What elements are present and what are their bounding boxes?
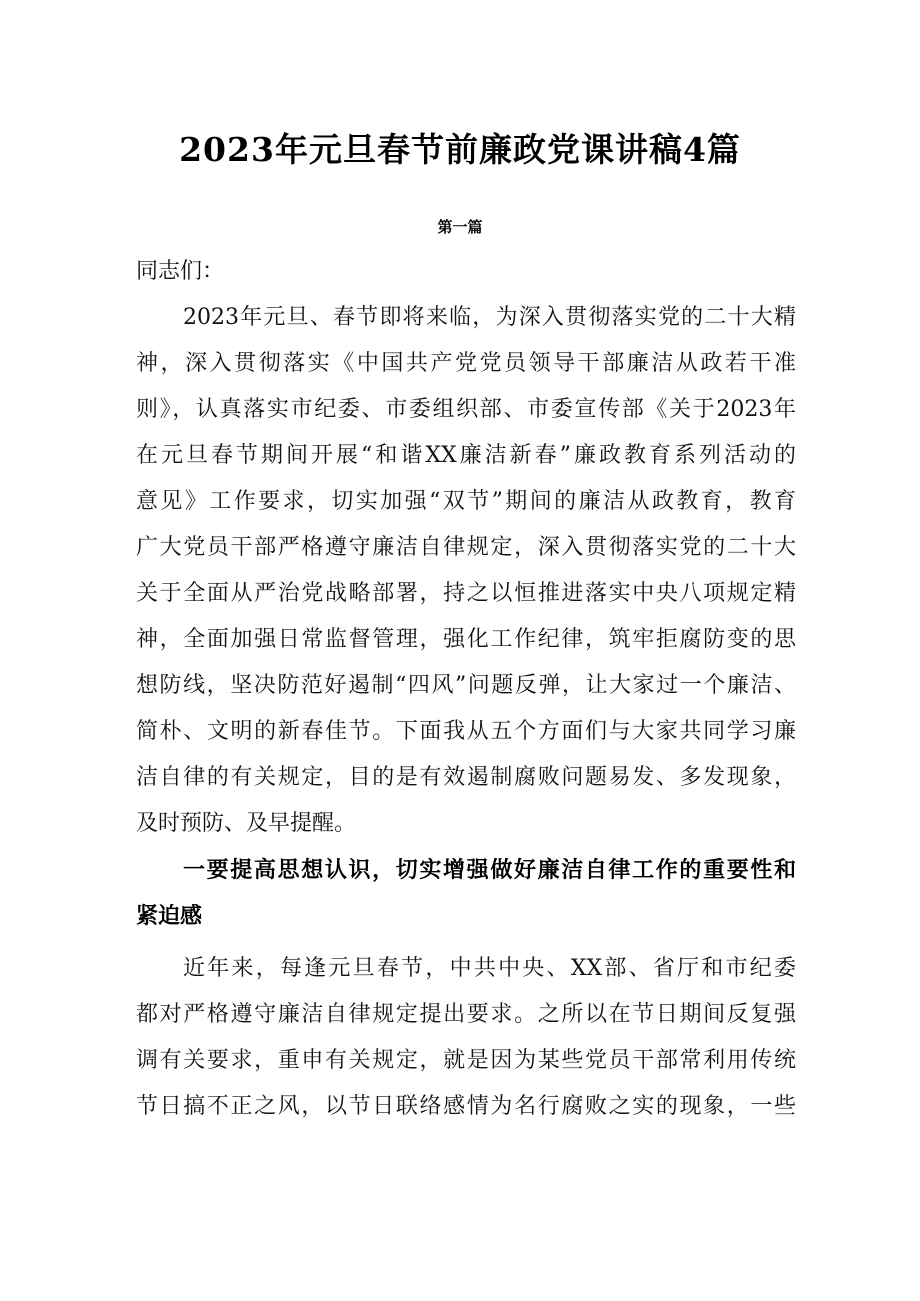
paragraph-line: 在元旦春节期间开展“和谐XX廉洁新春”廉政教育系列活动的	[136, 443, 796, 468]
paragraph-line: 洁自律的有关规定，目的是有效遏制腐败问题易发、多发现象，	[136, 765, 796, 790]
section-heading-line: 紧迫感	[136, 903, 203, 929]
paragraph-line: 广大党员干部严格遵守廉洁自律规定，深入贯彻落实党的二十大	[136, 535, 796, 560]
section-label: 第一篇	[437, 218, 483, 236]
paragraph-line: 想防线，坚决防范好遏制“四风”问题反弹，让大家过一个廉洁、	[136, 673, 796, 698]
paragraph-line: 近年来，每逢元旦春节，中共中央、XX部、省厅和市纪委	[183, 956, 796, 981]
paragraph-line: 及时预防、及早提醒。	[136, 811, 357, 836]
document-title: 2023年元旦春节前廉政党课讲稿4篇	[179, 130, 741, 169]
paragraph-line: 简朴、文明的新春佳节。下面我从五个方面们与大家共同学习廉	[136, 719, 796, 744]
paragraph-line: 神，全面加强日常监督管理，强化工作纪律，筑牢拒腐防变的思	[136, 627, 796, 652]
salutation: 同志们：	[136, 259, 225, 284]
section-heading-line: 一要提高思想认识，切实增强做好廉洁自律工作的重要性和	[183, 857, 796, 883]
paragraph-line: 意见》工作要求，切实加强“双节”期间的廉洁从政教育，教育	[136, 489, 796, 514]
paragraph-line: 节日搞不正之风，以节日联络感情为名行腐败之实的现象，一些	[136, 1094, 796, 1119]
paragraph-line: 则》，认真落实市纪委、市委组织部、市委宣传部《关于2023年	[136, 397, 796, 422]
paragraph-line: 2023年元旦、春节即将来临，为深入贯彻落实党的二十大精	[183, 305, 796, 330]
paragraph-line: 关于全面从严治党战略部署，持之以恒推进落实中央八项规定精	[136, 581, 796, 606]
paragraph-line: 调有关要求，重申有关规定，就是因为某些党员干部常利用传统	[136, 1048, 796, 1073]
paragraph-line: 都对严格遵守廉洁自律规定提出要求。之所以在节日期间反复强	[136, 1002, 796, 1027]
paragraph-line: 神，深入贯彻落实《中国共产党党员领导干部廉洁从政若干准	[136, 351, 796, 376]
